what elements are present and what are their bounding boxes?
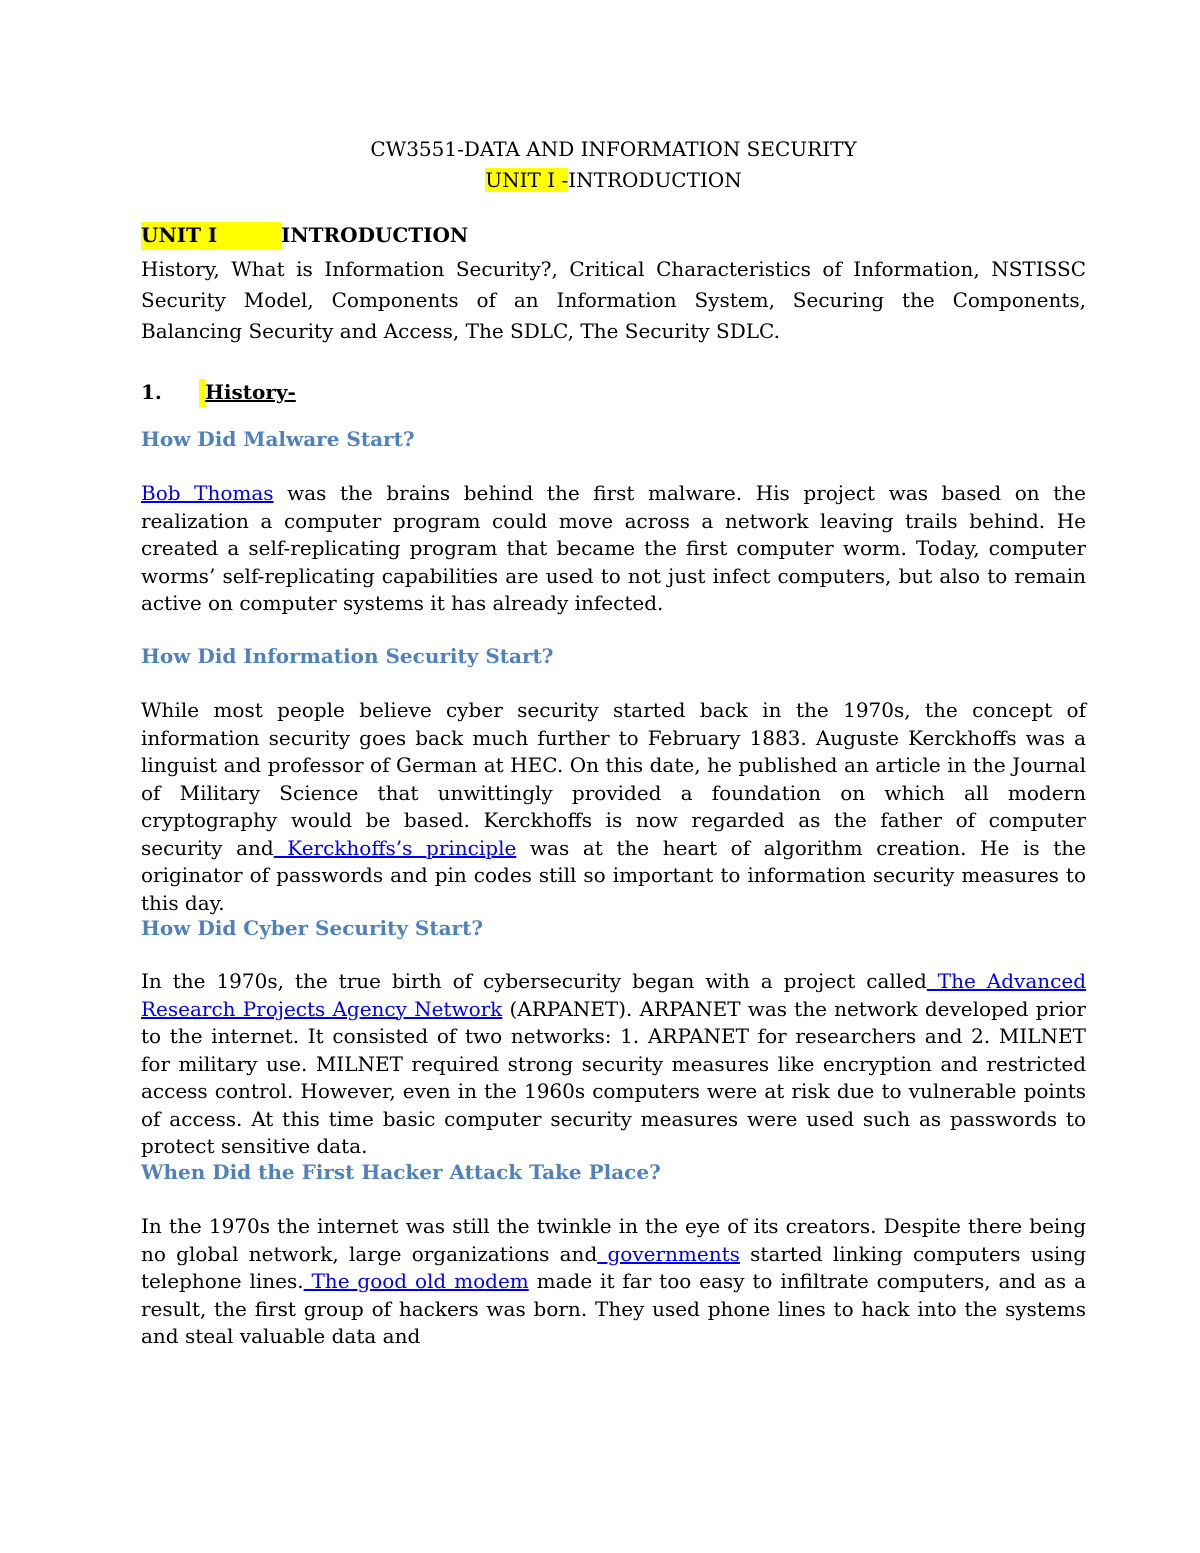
unit-heading: INTRODUCTION bbox=[281, 223, 469, 247]
heading-hacker-attack: When Did the First Hacker Attack Take Place? bbox=[141, 1160, 661, 1184]
section-heading bbox=[141, 379, 1086, 407]
heading-cybersec: How Did Cyber Security Start? bbox=[141, 916, 484, 940]
unit-label: UNIT I bbox=[141, 222, 281, 250]
unit-heading-line bbox=[141, 222, 1086, 250]
syllabus-paragraph: History, What is Information Security?, Critical Characteristics of Information, NSTISSC Security Model, Components of an Information System, Securing the Components, Balancing Security and Access, The SDLC, The Security SDLC. bbox=[141, 257, 1086, 343]
link-bob-thomas[interactable]: Bob Thomas bbox=[141, 481, 274, 505]
paragraph-infosec: While most people believe cyber security started back in the 1970s, the concept of information security goes back much further to February 1883. Auguste Kerckhoffs was a linguist and professor of German at HEC. On this date, he published an article in the Journal of Military Science that unwittingly provided a foundation on which all modern cryptography would be based. Kerckhoffs is now regarded as the father of computer security and Kerckhoffs’s principle was at the heart of algorithm creation. He is the originator of passwords and pin codes still so important to information security measures to this day. bbox=[141, 698, 1086, 915]
section-number: 1. bbox=[141, 380, 162, 404]
link-kerckhoffs-principle[interactable]: Kerckhoffs’s principle bbox=[273, 835, 517, 860]
link-arpanet[interactable]: The Advanced Research Projects Agency Network bbox=[141, 969, 1087, 1021]
unit-title bbox=[141, 165, 1086, 196]
paragraph-cybersec: In the 1970s, the true birth of cybersecurity began with a project called The Advanced Research Projects Agency Network (ARPANET). ARPANET was the network developed prior to the internet. It consisted of two networks: 1. ARPANET for researchers and 2. MILNET for military use. MILNET required strong security measures like encryption and restricted access control. However, even in the 1960s computers were at risk due to vulnerable points of access. At this time basic computer security measures were used such as passwords to protect sensitive data. bbox=[141, 969, 1087, 1158]
section-title: History- bbox=[205, 380, 296, 404]
paragraph-hacker-attack: In the 1970s the internet was still the twinkle in the eye of its creators. Despite there being no global network, large organizations and governments started linking computers using telephone lines. The good old modem made it far too easy to infiltrate computers, and as a result, the first group of hackers was born. They used phone lines to hack into the systems and steal valuable data and bbox=[141, 1214, 1087, 1348]
heading-infosec: How Did Information Security Start? bbox=[141, 644, 554, 668]
link-governments[interactable]: governments bbox=[597, 1241, 740, 1266]
course-title: CW3551-DATA AND INFORMATION SECURITY bbox=[370, 137, 857, 161]
title-block bbox=[141, 134, 1086, 196]
heading-malware: How Did Malware Start? bbox=[141, 427, 415, 451]
link-good-old-modem[interactable]: The good old modem bbox=[303, 1269, 529, 1293]
unit-title-highlight: UNIT I - bbox=[485, 168, 569, 192]
paragraph-malware: Bob Thomas was the brains behind the first malware. His project was based on the realization a computer program could move across a network leaving trails behind. He created a self-replicating program that became the first computer worm. Today, computer worms’ self-replicating capabilities are used to not just infect computers, but also to remain active on computer systems it has already infected. bbox=[141, 481, 1086, 615]
unit-title-rest: INTRODUCTION bbox=[568, 168, 742, 192]
